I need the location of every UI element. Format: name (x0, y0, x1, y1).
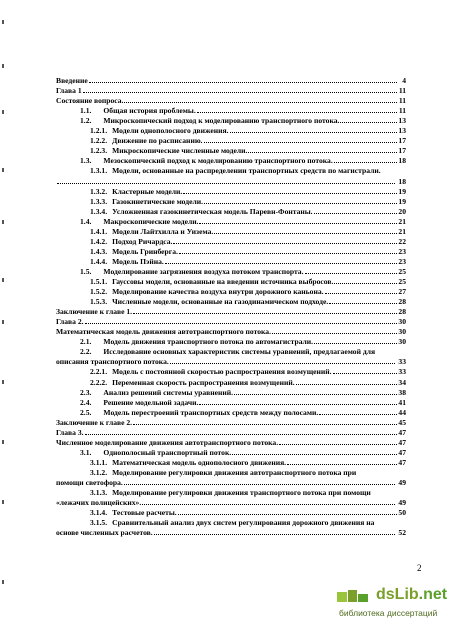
toc-entry-page: 49 (398, 498, 406, 508)
toc-entry-title: Заключение к главе 1. (56, 307, 133, 317)
toc-entry (56, 166, 406, 176)
toc-entry-page: 25 (398, 266, 406, 276)
toc-entry-number: 2.2.1. (90, 367, 108, 377)
toc-leader-dots (305, 267, 397, 274)
toc-entry-page: 30 (398, 337, 406, 347)
toc-leader-dots (170, 357, 395, 364)
toc-leader-dots (173, 237, 397, 244)
toc-entry (56, 518, 406, 528)
toc-entry-page: 17 (398, 146, 406, 156)
toc-entry (56, 438, 406, 448)
toc-entry-page: 33 (398, 357, 406, 367)
toc-entry (56, 277, 406, 287)
toc-entry-number: 2.3. (80, 387, 92, 397)
toc-entry-page: 11 (398, 86, 406, 96)
page-number: 2 (417, 563, 422, 573)
toc-entry (56, 488, 406, 498)
toc-entry-page: 47 (398, 427, 406, 437)
toc-leader-dots (204, 197, 397, 204)
toc-entry-title: описания транспортного потока. (56, 357, 169, 367)
toc-entry-page: 34 (398, 377, 406, 387)
toc-leader-dots (89, 76, 397, 83)
toc-entry-page: 4 (402, 76, 406, 85)
toc-entry-page: 19 (398, 186, 406, 196)
toc-leader-dots (124, 478, 395, 485)
toc-leader-dots (272, 327, 397, 334)
toc-leader-dots (230, 126, 397, 133)
toc-entry (56, 367, 406, 377)
toc-entry-number: 1.2.2. (90, 136, 108, 146)
toc-entry (56, 116, 406, 126)
toc-entry-number: 1.4.4. (90, 256, 108, 266)
toc-entry-page: 52 (398, 528, 406, 538)
toc-entry-number: 1.1. (80, 106, 92, 116)
toc-entry-number: 1.5.3. (90, 297, 108, 307)
toc-entry-title: Моделирование качества воздуха внутри дорожного каньона. (112, 287, 324, 297)
toc-entry (56, 126, 406, 136)
toc-leader-dots (329, 297, 397, 304)
toc-entry-title: Однополосный транспортный поток. (103, 447, 232, 457)
toc-entry-page: 28 (398, 307, 406, 317)
logo-main: dsLib (376, 586, 419, 603)
toc-leader-dots (165, 257, 397, 264)
toc-leader-dots (179, 247, 397, 254)
toc-entry-number: 1.5.1. (90, 277, 108, 286)
toc-entry-title: Математическая модель однополосного движения. (112, 457, 287, 467)
toc-entry-title: Модели Лайтхилла и Уизема. (112, 226, 214, 236)
toc-entry-title: Общая история проблемы. (103, 106, 196, 116)
toc-leader-dots (133, 418, 397, 425)
toc-entry (56, 146, 406, 156)
toc-entry-title: Глава 1 (56, 86, 82, 96)
toc-entry-title: Кластерные модели. (112, 186, 183, 196)
toc-leader-dots (314, 207, 397, 214)
toc-leader-dots (314, 337, 397, 344)
toc-entry (56, 418, 406, 428)
toc-entry (56, 207, 406, 217)
toc-entry-number: 3.1.4. (90, 508, 108, 518)
toc-entry (56, 287, 406, 297)
toc-entry-page: 13 (398, 126, 406, 136)
toc-entry-title: Моделирование регулировки движения автотранспортного потока при (112, 467, 357, 477)
toc-entry-number: 2.1. (80, 337, 92, 347)
toc-leader-dots (199, 398, 397, 405)
toc-leader-dots (287, 458, 397, 465)
toc-entry-number: 1.3.1. (90, 166, 108, 176)
toc-leader-dots (232, 448, 397, 455)
toc-entry-title: Модель движения транспортного потока по автомагистрали. (103, 337, 314, 347)
toc-leader-dots (325, 287, 397, 294)
toc-entry-title: Модель с постоянной скоростью распространения возмущений. (112, 367, 332, 377)
toc-entry-page: 13 (398, 116, 406, 126)
toc-entry-number: 1.4. (80, 216, 92, 226)
toc-entry-page: 30 (398, 327, 406, 337)
toc-entry-title: помощи светофора. (56, 478, 123, 487)
toc-entry-title: Тестовые расчеты. (112, 508, 177, 518)
toc-entry-number: 1.3.4. (90, 206, 108, 216)
toc-entry-title: Микроскопический подход к моделированию транспортного потока. (103, 116, 340, 126)
toc-entry (56, 337, 406, 347)
toc-entry-number: 1.4.1. (90, 226, 108, 236)
toc-leader-dots (214, 227, 397, 234)
toc-entry-number: 1.4.2. (90, 236, 108, 246)
toc-leader-dots (142, 498, 395, 505)
toc-entry-number: 1.3.2. (90, 186, 108, 196)
toc-entry-title: Анализ решений системы уравнений. (103, 387, 234, 397)
toc-entry-title: Модель Гринберга. (112, 246, 178, 256)
toc-entry-number: 1.2.3. (90, 146, 108, 156)
toc-entry-page: 41 (398, 397, 406, 407)
toc-leader-dots (319, 408, 397, 415)
toc-entry-page: 21 (398, 216, 406, 226)
toc-entry (56, 136, 406, 146)
toc-leader-dots (124, 96, 397, 103)
toc-entry-title: Математическая модель движения автотранспортного потока. (56, 327, 271, 337)
toc-leader-dots (154, 528, 395, 535)
toc-entry-title: Движение по расписанию. (112, 136, 203, 146)
toc-entry-number: 1.4.3. (90, 246, 108, 256)
toc-entry-number: 3.1.1. (90, 457, 108, 467)
toc-leader-dots (334, 277, 397, 284)
toc-leader-dots (83, 86, 397, 93)
toc-entry (56, 448, 406, 458)
toc-entry-number: 3.1.2. (90, 467, 108, 477)
toc-entry (56, 357, 406, 367)
toc-entry (56, 187, 406, 197)
toc-entry (56, 408, 406, 418)
toc-entry (56, 106, 406, 116)
toc-entry (56, 317, 406, 327)
toc-entry-page: 45 (398, 417, 406, 427)
toc-entry (56, 76, 406, 86)
toc-entry-page: 33 (398, 367, 406, 377)
toc-entry (56, 458, 406, 468)
toc-entry (56, 217, 406, 227)
toc-entry-number: 1.2.1. (90, 126, 108, 136)
watermark-subtitle: библиотека диссертаций (339, 608, 438, 618)
toc-entry (56, 398, 406, 408)
toc-entry-number: 1.2. (80, 116, 92, 126)
toc-entry-page: 50 (398, 508, 406, 518)
toc-leader-dots (333, 367, 398, 374)
toc-entry-number: 2.4. (80, 397, 92, 407)
toc-entry-title: Глава 3. (56, 427, 84, 437)
toc-entry-title: Усложненная газокинетическая модель Паревн-Фонтаны. (112, 206, 313, 216)
toc-entry-page: 23 (398, 256, 406, 266)
dslib-logo-icon (336, 588, 370, 604)
toc-leader-dots (340, 116, 397, 123)
toc-entry-page: 25 (398, 277, 406, 286)
toc-leader-dots (296, 378, 397, 385)
toc-entry (56, 478, 406, 488)
toc-entry-title: Численное моделирование движения автотранспортного потока. (56, 437, 279, 447)
toc-leader-dots (183, 187, 397, 194)
toc-entry-page: 19 (398, 196, 406, 206)
toc-leader-dots (199, 217, 397, 224)
toc-entry-title: Исследование основных характеристик системы уравнений, предлагаемой для (103, 347, 376, 357)
toc-entry-title: «лежачих полицейских». (56, 498, 142, 508)
toc-entry (56, 156, 406, 166)
toc-entry-number: 1.5. (80, 266, 92, 276)
toc-entry-title: Модель Пэйна. (112, 256, 164, 266)
toc-leader-dots (279, 438, 397, 445)
toc-leader-dots (178, 508, 397, 515)
toc-entry-title: Состояние вопроса. (56, 96, 124, 106)
toc-entry-title: Модели, основанные на распределении транспортных средств по магистрали. (112, 166, 381, 176)
toc-entry-title: Микроскопические численные модели. (112, 146, 248, 156)
toc-entry-title: Заключение к главе 2. (56, 417, 133, 427)
toc-entry-page: 44 (398, 407, 406, 417)
toc-entry-number: 1.3. (80, 156, 92, 166)
dslib-logo (376, 586, 447, 604)
toc-entry-title: Модели однополосного движения. (112, 126, 229, 136)
toc-entry-title: Решение модельной задачи. (103, 397, 199, 407)
toc-entry (56, 297, 406, 307)
toc-entry-title: основе численных расчетов. (56, 528, 153, 538)
toc-entry (56, 267, 406, 277)
toc-entry (56, 378, 406, 388)
toc-entry-page: 18 (398, 156, 406, 166)
toc-leader-dots (234, 388, 397, 395)
toc-entry-page: 21 (398, 226, 406, 236)
toc-entry-title: Мезоскопический подход к моделированию транспортного потока. (103, 156, 333, 166)
scan-margin-marks (2, 20, 6, 620)
toc-entry-title: Сравнительный анализ двух систем регулирования дорожного движения на (112, 518, 375, 528)
toc-entry-page: 22 (398, 236, 406, 246)
toc-entry-title: Глава 2. (56, 317, 84, 327)
toc-entry-page: 28 (398, 297, 406, 307)
toc-leader-dots (204, 136, 397, 143)
toc-entry (56, 307, 406, 317)
toc-entry (56, 247, 406, 257)
toc-entry-title: Моделирование загрязнения воздуха потоком транспорта. (103, 266, 304, 276)
toc-leader-dots (85, 317, 397, 324)
toc-entry-page: 47 (398, 447, 406, 457)
toc-entry (56, 498, 406, 508)
toc-entry (56, 237, 406, 247)
toc-entry-number: 1.5.2. (90, 287, 108, 297)
toc-entry (56, 508, 406, 518)
toc-entry-number: 2.2. (80, 347, 92, 357)
toc-entry-title: Введение (56, 76, 88, 85)
toc-leader-dots (334, 156, 397, 163)
toc-entry (56, 227, 406, 237)
toc-entry (56, 327, 406, 337)
toc-leader-dots (248, 146, 397, 153)
toc-entry-number: 2.5. (80, 407, 92, 417)
toc-leader-dots (197, 106, 397, 113)
toc-entry (56, 197, 406, 207)
toc-entry (56, 528, 406, 538)
toc-entry-number: 1.3.3. (90, 196, 108, 206)
logo-tld: .net (418, 586, 448, 603)
toc-entry (56, 347, 406, 357)
toc-entry-page: 47 (398, 437, 406, 447)
toc-entry-page: 23 (398, 246, 406, 256)
toc-entry-number: 3.1. (80, 447, 92, 457)
toc-leader-dots (133, 307, 397, 314)
toc-entry-number: 3.1.3. (90, 488, 108, 498)
toc-entry-number: 2.2.2. (90, 377, 108, 387)
toc-entry (56, 96, 406, 106)
toc-entry-page: 27 (398, 287, 406, 297)
toc-entry-page: 11 (398, 96, 406, 106)
toc-entry-page: 49 (398, 478, 406, 487)
toc-entry-title: Макроскопические модели. (103, 216, 199, 226)
toc-entry-page: 38 (398, 387, 406, 397)
toc-entry (56, 388, 406, 398)
toc-entry-page: 11 (398, 106, 406, 116)
toc-entry-page: 47 (398, 457, 406, 467)
toc-entry-title: Численные модели, основанные на газодинамическом подходе. (112, 297, 329, 307)
dslib-watermark (336, 586, 446, 620)
toc-entry (56, 468, 406, 478)
toc-entry-page: 30 (398, 317, 406, 327)
toc-entry-number: 3.1.5. (90, 518, 108, 528)
toc-leader-dots (57, 177, 395, 184)
toc-entry-page: 18 (398, 176, 406, 186)
toc-entry-title: Модель перестроений транспортных средств между полосами. (103, 407, 319, 417)
toc-entry-title: Газокинетические модели. (112, 196, 203, 206)
toc-entry-title: Переменная скорость распространения возмущений. (112, 377, 295, 387)
toc-entry (56, 257, 406, 267)
toc-entry (56, 86, 406, 96)
toc-entry-title: Гауссовы модели, основанные на введении источника выбросов. (112, 277, 334, 286)
toc-entry (56, 177, 406, 187)
toc-entry-title: Подход Ричардса. (112, 236, 173, 246)
toc-entry-title: Моделирование регулировки движения транспортного потока при помощи (112, 488, 371, 498)
toc-entry-page: 17 (398, 136, 406, 146)
toc-entry-page: 20 (398, 206, 406, 216)
toc-entry (56, 428, 406, 438)
toc-leader-dots (85, 428, 397, 435)
